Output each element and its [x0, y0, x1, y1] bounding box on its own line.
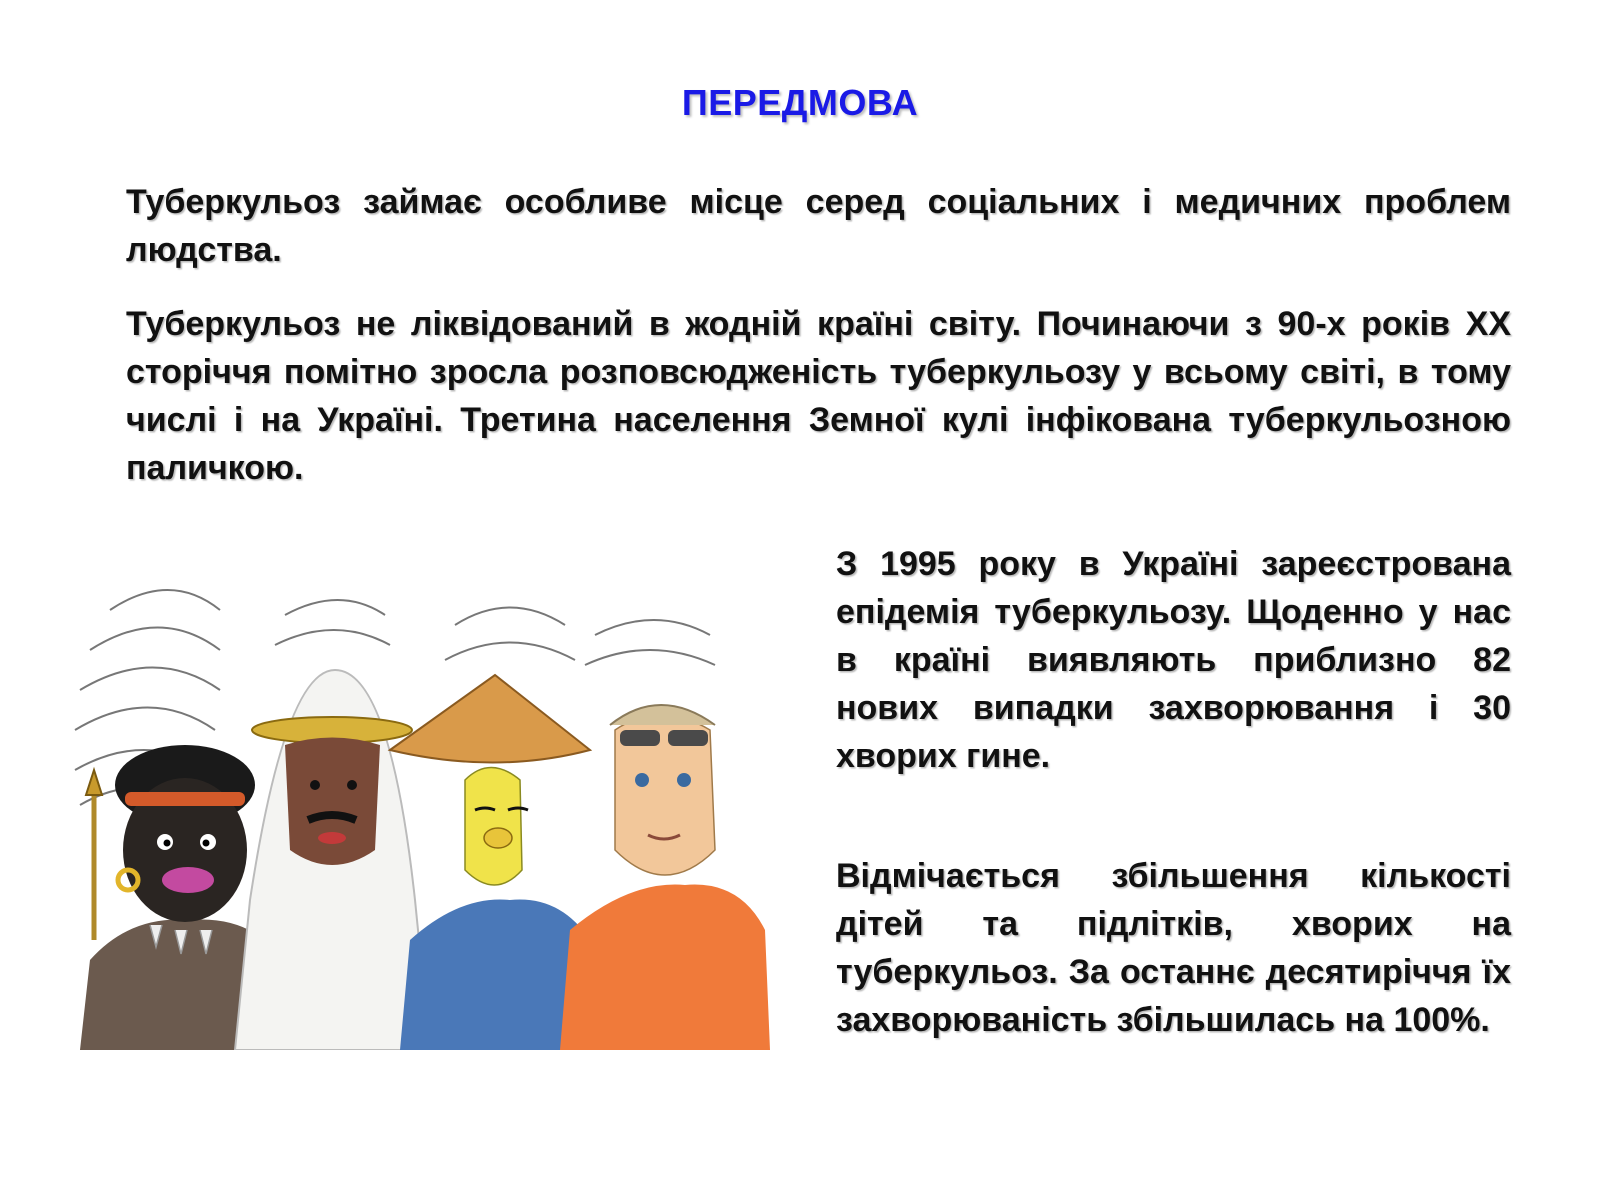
paragraph-children: Відмічається збільшення кількості дітей та підлітків, хворих на туберкульоз. За останнє десятиріччя їх захворюваність збільшилась на 100%.: [836, 857, 1511, 1039]
page-title: ПЕРЕДМОВА: [681, 82, 919, 123]
people-illustration: [70, 580, 770, 1050]
paragraph-world: Туберкульоз не ліквідований в жодній країні світу. Починаючи з 90-х років XX сторіччя помітно зросла розповсюдженість туберкульозу у всьому світі, в тому числі і на Україні. Третина населення Земної кулі інфікована туберкульозною паличкою.: [126, 305, 1511, 487]
paragraph-intro: Туберкульоз займає особливе місце серед соціальних і медичних проблем людства.: [126, 183, 1511, 269]
paragraph-epidemic: З 1995 року в Україні зареєстрована епідемія туберкульозу. Щоденно у нас в країні виявляють приблизно 82 нових випадки захворювання і 30 хворих гине.: [836, 545, 1511, 775]
figure-european-man: [560, 620, 770, 1050]
figure-arab-man: [235, 600, 430, 1050]
